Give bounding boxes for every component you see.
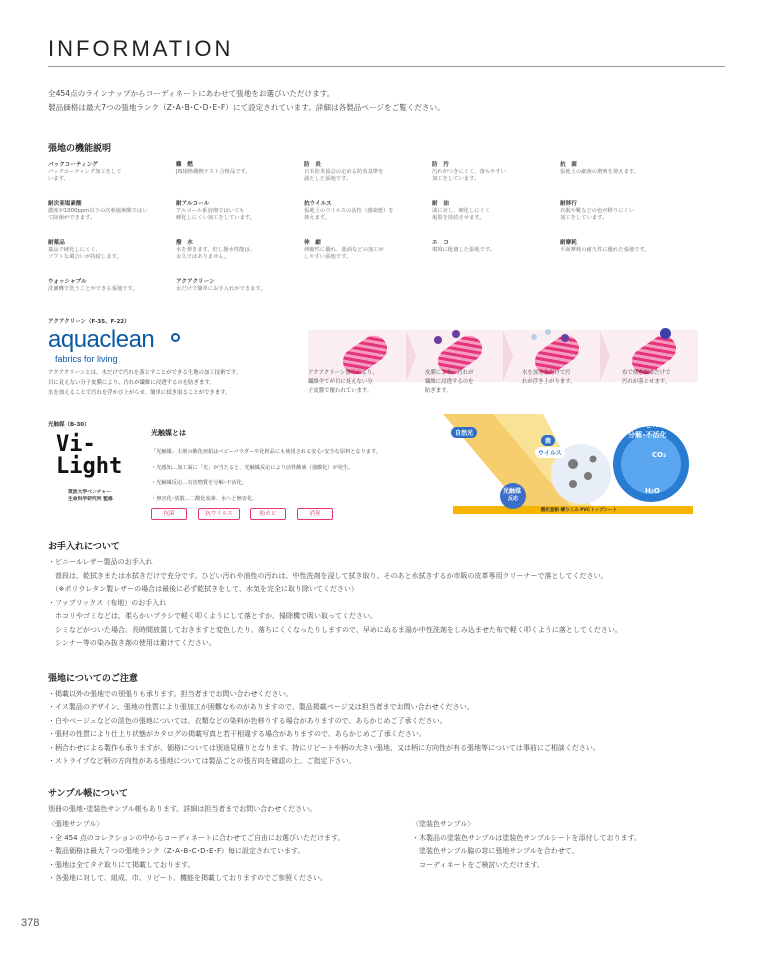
care-line: ・ビニールレザー製品のお手入れ (48, 558, 153, 566)
function-name: 耐 油 (432, 201, 449, 207)
diagram-base-label: 酸化亜鉛 練りこみ PVCトップシート (541, 508, 617, 513)
sample-line: ・各張地に対して、組成、巾、リピート、機能を掲載しておりますのでご参照ください。 (48, 874, 327, 882)
aquaclean-logo: aquaclean (48, 326, 155, 353)
vilight-line: ・光触媒反応…有害物質を分解･不活化。 (151, 480, 247, 486)
function-description: 日本防炎協会の定める防炎基準を 満たした張地です。 (304, 169, 384, 183)
vilight-line: 「光触媒」主剤の酸化亜鉛はベビーパウダーや化粧品にも使用される安心･安全な原料となります。 (151, 449, 381, 455)
sample-line: コーディネートをご検討いただけます。 (412, 860, 544, 869)
functions-heading: 張地の機能説明 (48, 144, 112, 154)
note-line: ・張材の性質により仕上り状態がカタログの掲載写真と若干相違する場合がありますので、あらかじめご了承ください。 (48, 730, 426, 739)
chip-antiviral: 抗ウイルス (198, 508, 240, 520)
vilight-logo (56, 434, 122, 478)
function-name: 防 汚 (432, 162, 449, 168)
diagram-badge: 光触媒 (503, 488, 522, 495)
samples-intro: 別冊の張地･塗装色サンプル帳もあります。詳細は担当者までお問い合わせください。 (48, 805, 317, 813)
vilight-tag: 光触媒（B-30） (48, 422, 90, 428)
note-line: ・ストライプなど柄の方向性がある張地については製品ごとの張方向を確認の上、ご指定下さい。 (48, 757, 356, 766)
function-description: 伸縮性に優れ、曲面などの加工が しやすい張地です。 (304, 247, 384, 261)
function-description: 水を弾きます。但し撥水性能は、 永久ではありません。 (176, 247, 256, 261)
vilight-box-title: 光触媒とは (151, 429, 186, 437)
care-line: （※ポリウレタン製レザーの場合は最後に必ず乾拭きをして、水気を完全に取り除いてください） (48, 585, 358, 593)
page-title: INFORMATION (48, 36, 234, 61)
chip-deodorize: 消臭 (297, 508, 333, 520)
intro-line: 製品価格は最大7つの張地ランク（Z･A･B･C･D･E･F）にて設定されています。詳細は各製品ページをご覧ください。 (48, 103, 445, 112)
function-name: 難 燃 (176, 162, 193, 168)
diagram-bacteria-label: 菌 (541, 435, 555, 446)
notes-heading: 張地についてのご注意 (48, 674, 138, 684)
diagram-result-label: CO₂とH₂Oに (631, 421, 675, 429)
function-item (176, 200, 296, 223)
function-name: エ コ (432, 240, 449, 246)
function-item (432, 239, 552, 254)
page-number: 378 (21, 917, 40, 929)
aquaclean-step-caption: 水を加えるだけで汚 れが浮き上がります。 (522, 370, 576, 385)
function-item (304, 200, 424, 223)
sample-line: ・製品価格は最大７つの張地ランク（Z･A･B･C･D･E･F）毎に設定されています。 (48, 847, 305, 855)
function-description: 洗濯機で洗うことができる張地です。 (48, 286, 138, 292)
title-divider (48, 66, 725, 67)
function-item (304, 239, 424, 262)
function-name: 抗ウイルス (304, 201, 332, 207)
step-arrow (406, 330, 416, 382)
aquaclean-step-caption: 皮膜により、汚れが 繊維に浸透するのを 防ぎます。 (425, 370, 474, 394)
samples-heading: サンプル帳について (48, 789, 129, 799)
function-description: 水だけで簡単にお手入れができます。 (176, 286, 266, 292)
function-name: 防 炎 (304, 162, 321, 168)
function-name: ウォッシャブル (48, 279, 87, 285)
function-description: 汚れがつきにくく、落ちやすい 加工をしています。 (432, 169, 507, 183)
chip-antimold: 防カビ (250, 508, 286, 520)
function-item (560, 161, 680, 176)
function-name: 耐次亜塩素酸 (48, 201, 82, 207)
function-item (432, 161, 552, 184)
step-arrow (503, 330, 513, 382)
function-description: 薬品で硬化しにくく、 ソフトな風合いが持続します。 (48, 247, 122, 261)
function-item (304, 161, 424, 184)
function-description: バックコーティング加工をして います。 (48, 169, 122, 183)
diagram-co2: CO₂ (652, 451, 667, 459)
care-line: ・ファブリックス（布地）のお手入れ (48, 598, 167, 607)
notes-list (48, 688, 600, 768)
function-description: 濃度が1000ppm以下の次亜塩素酸ではい て除菌ができます。 (48, 208, 148, 222)
function-description: 張地上のウイルスの活性（感染能）を 抑えます。 (304, 208, 394, 222)
function-item (560, 239, 680, 254)
function-item (48, 161, 168, 184)
note-line: ・イス製品のデザイン、張地の性質により張加工が困難なものがありますので、製品掲載ページ又は担当者までお問い合わせください。 (48, 703, 474, 712)
function-name: 伸 縮 (304, 240, 321, 246)
sample-line: ・木製品の塗装色サンプルは塗装色サンプルシートを添付しております。 (412, 833, 642, 842)
sample-line: ・張地は全てタテ取りにて掲載しております。 (48, 860, 195, 869)
function-name: 耐アルコール (176, 201, 210, 207)
function-description: 衣服や靴などの色が移りにくい 加工をしています。 (560, 208, 635, 222)
note-line: ・柄合わせによる製作も承りますが、価格については別途見積りとなります。特にリピートや柄の大きい張地、又は柄に方向性が有る張地等については事前にご相談ください。 (48, 743, 600, 752)
vilight-line: ・光感知…加工面に「光」が当たると、光触媒反応により活性酸素（強酸化）が発生。 (151, 464, 354, 471)
aquaclean-subtitle: fabrics for living (55, 354, 118, 364)
diagram-light-label: 自然光 (451, 427, 477, 438)
sample-line: ・全 454 点のコレクションの中からコーディネートに合わせてご自由にお選びいただけます。 (48, 833, 345, 842)
samples-fabric-list (48, 818, 344, 886)
diagram-virus-label: ウイルス (535, 447, 565, 458)
function-description: 張地上の細菌の増殖を抑えます。 (560, 169, 640, 175)
care-list (48, 556, 622, 651)
photocatalyst-diagram (423, 414, 703, 524)
care-line: シンナー等の染み抜き剤の使用は避けてください。 (48, 639, 216, 647)
vilight-supervision: 筑波大学ベンチャー 生命科学研究所 監修 (68, 490, 113, 502)
step-arrow (600, 330, 610, 382)
sample-line: 〈張地サンプル〉 (48, 820, 104, 828)
function-item (48, 200, 168, 223)
function-item (176, 278, 296, 293)
sample-line: 塗装色サンプル脇の窓に張地サンプルを合わせて、 (412, 847, 579, 855)
aquaclean-description: アクアクリーンとは、水だけで汚れを落とすことができる生地の加工技術です。 目に見えない分子皮膜により、汚れが繊維に浸透するのを防ぎます。 水を加えることで汚れを浮かび上がらせ、簡単に拭き取ることができます。 (48, 370, 242, 396)
function-description: JIS規格難燃テスト合格品です。 (176, 169, 251, 175)
diagram-result-label: 分解･不活化 (628, 431, 667, 439)
function-item (560, 200, 680, 223)
function-name: 耐摩耗 (560, 240, 577, 246)
function-item (432, 200, 552, 223)
aquaclean-tag: アクアクリーン（F-35、F-22） (48, 319, 130, 325)
function-item (48, 278, 168, 293)
function-name: 撥 水 (176, 240, 193, 246)
function-description: 環境に配慮した張地です。 (432, 247, 496, 253)
function-name: 耐移行 (560, 201, 577, 207)
diagram-h2o: H₂O (645, 487, 660, 495)
function-item (48, 239, 168, 262)
chip-antibacterial: 抗菌 (151, 508, 187, 520)
function-name: 耐薬品 (48, 240, 65, 246)
sample-line: 〈塗装色サンプル〉 (412, 820, 475, 828)
intro-line: 全454点のラインナップからコーディネートにあわせて張地をお選びいただけます。 (48, 89, 335, 98)
vilight-logo-line: Vi- (56, 432, 96, 457)
vilight-line: ・無害化･放散…二酸化炭素、水へと無害化。 (151, 495, 258, 502)
aquaclean-step-caption: アクアクリーン加工により、 繊維全てが目に見えない分 子皮膜で覆われています。 (308, 370, 378, 394)
function-item (176, 239, 296, 262)
vilight-logo-line: Light (56, 454, 123, 479)
function-description: 油に対し、硬化しにくく 亀裂を持続させます。 (432, 208, 491, 222)
samples-paint-list (412, 818, 641, 872)
function-name: アクアクリーン (176, 279, 215, 285)
care-heading: お手入れについて (48, 542, 120, 552)
vilight-description (151, 445, 381, 507)
function-item (176, 161, 296, 176)
aquaclean-step-caption: 布で拭き取るだけで 汚れが落とせます。 (622, 370, 671, 385)
note-line: ・白やベージュなどの淡色の張地については、衣類などの染料が色移りする場合がありますので、あらかじめご了承ください。 (48, 716, 447, 725)
care-line: 普段は、乾拭きまたは水拭きだけで充分です。ひどい汚れや油性の汚れは、中性洗剤を浸して拭き取り、そのあと水拭きするか市販の皮革専用クリーナーで落としてください。 (48, 571, 608, 580)
function-description: アルコール系溶剤ではいても 硬化しにくい加工をしています。 (176, 208, 256, 222)
note-line: ・掲載以外の張地での別張りも承ります。担当者までお問い合わせください。 (48, 690, 293, 698)
care-line: ホコリやゴミなどは、柔らかいブラシで軽く叩くようにして落とすか、掃除機で吸い取ってください。 (48, 612, 377, 620)
diagram-badge: 反応 (508, 496, 519, 502)
aquaclean-logo-mark (171, 333, 180, 342)
function-description: 平面摩耗の耐久性に優れた張地です。 (560, 247, 650, 253)
care-line: シミなどがついた場合、長時間放置しておきますと変色したり、落ちにくくなったりしますので、早めにぬるま湯か中性洗剤をしみ込ませた布で軽く叩くように落としてください。 (48, 625, 622, 634)
function-name: 抗 菌 (560, 162, 577, 168)
function-name: バックコーティング (48, 162, 98, 168)
intro-text (48, 87, 445, 115)
